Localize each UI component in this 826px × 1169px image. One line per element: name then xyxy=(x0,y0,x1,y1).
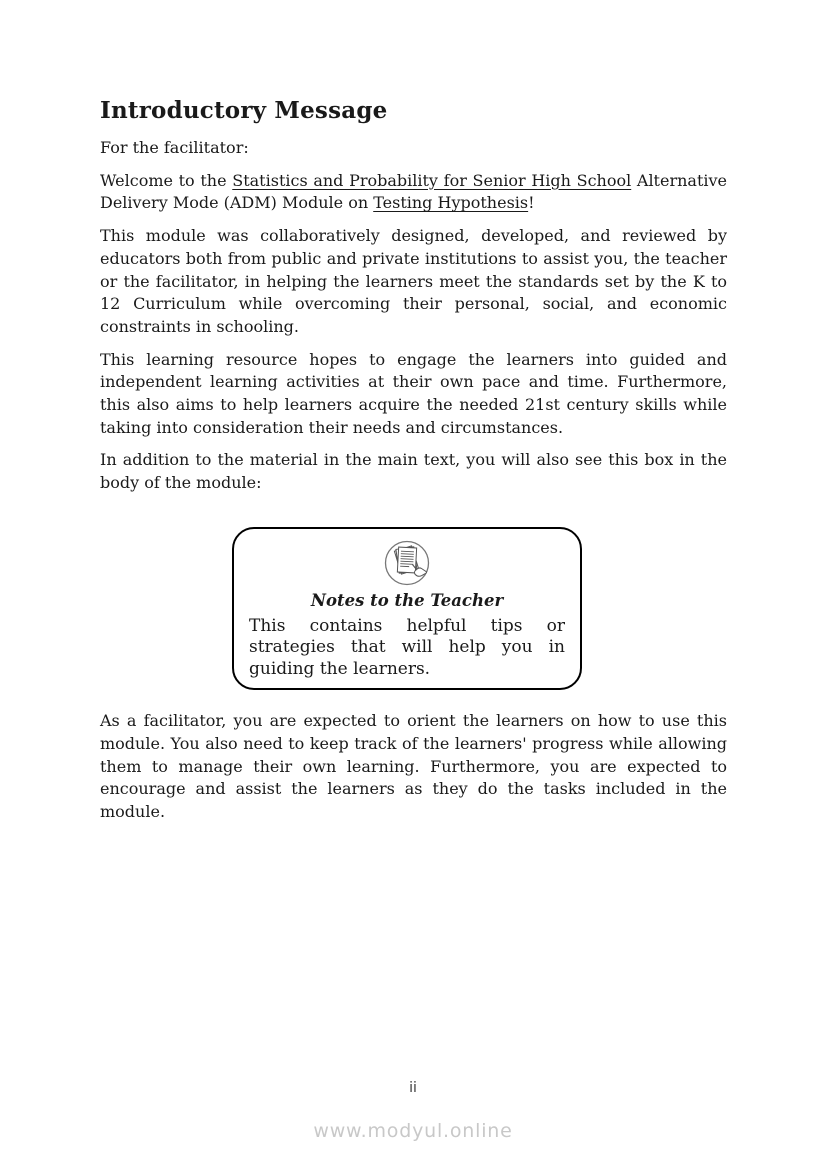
facilitator-line: For the facilitator: xyxy=(100,138,249,157)
welcome-text-pre: Welcome to the xyxy=(100,170,233,190)
body-paragraph-facilitator-role: As a facilitator, you are expected to orient the learners on how to use this module. You also need to keep track of the learners' progress while allowing them to manage their own learning. Furthermore, you are expected to encourage and assist the learners as they do the tasks included in the module. xyxy=(100,711,727,822)
body-paragraph-learning-resource: This learning resource hopes to engage the learners into guided and independent learning activities at their own pace and time. Furthermore, this also aims to help learners acquire the needed 21st century skills while taking into consideration their needs and circumstances. xyxy=(100,349,727,437)
page-title: Introductory Message xyxy=(100,97,388,124)
notes-with-hand-icon xyxy=(383,572,431,591)
welcome-paragraph xyxy=(100,170,727,215)
notes-to-teacher-box xyxy=(232,527,582,691)
body-paragraph-module-design: This module was collaboratively designed, developed, and reviewed by educators both from public and private institutions to assist you, the teacher or the facilitator, in helping the learners meet the standards set by the K to 12 Curriculum while overcoming their personal, social, and economic constraints in schooling. xyxy=(100,226,727,336)
watermark-text: www.modyul.online xyxy=(313,1120,513,1142)
notes-icon-container xyxy=(249,539,565,587)
page-number: ii xyxy=(409,1080,417,1096)
welcome-underlined-course: Statistics and Probability for Senior High School xyxy=(232,170,632,190)
notes-box-title: Notes to the Teacher xyxy=(310,590,504,610)
welcome-text-post: ! xyxy=(528,193,535,213)
welcome-text-mid: Alternative Delivery Mode (ADM) Module on xyxy=(100,170,728,213)
welcome-underlined-topic: Testing Hypothesis xyxy=(373,193,529,213)
page-content xyxy=(100,97,727,834)
notes-box-body: This contains helpful tips or strategies that will help you in guiding the learners. xyxy=(249,615,565,679)
body-paragraph-in-addition: In addition to the material in the main text, you will also see this box in the body of the module: xyxy=(100,450,727,493)
